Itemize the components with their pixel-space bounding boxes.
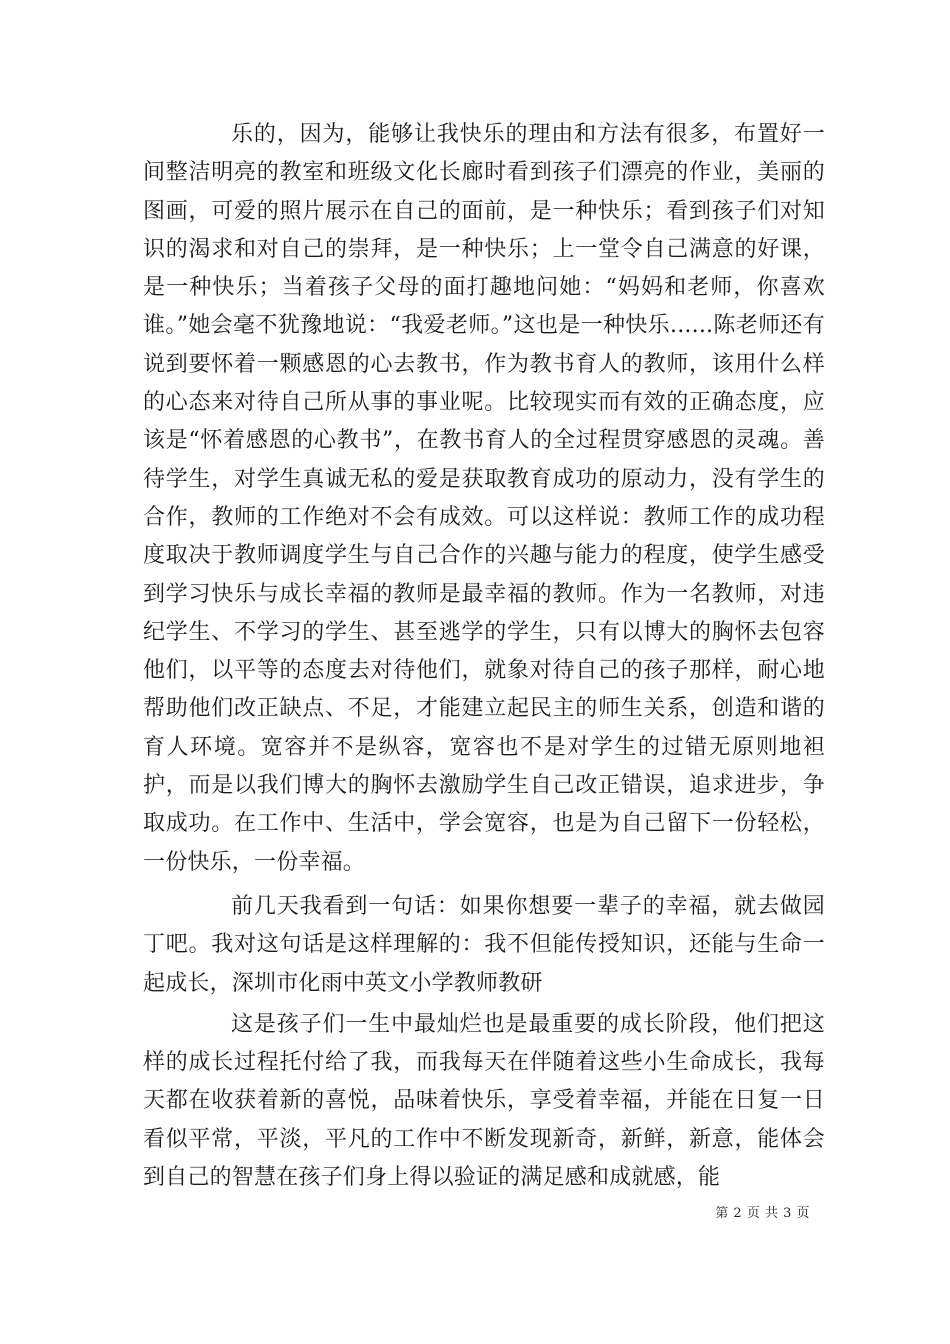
paragraph-joy-and-gratitude: 乐的，因为，能够让我快乐的理由和方法有很多，布置好一间整洁明亮的教室和班级文化长廊时看到孩子们漂亮的作业，美丽的图画，可爱的照片展示在自己的面前，是一种快乐；看到孩子们对知识的渴求和对自己的崇拜，是一种快乐；上一堂令自己满意的好课，是一种快乐；当着孩子父母的面打趣地问她：“妈妈和老师，你喜欢谁。”她会毫不犹豫地说：“我爱老师。”这也是一种快乐......陈老师还有说到要怀着一颗感恩的心去教书，作为教书育人的教师，该用什么样的心态来对待自己所从事的事业呢。比较现实而有效的正确态度，应该是“怀着感恩的心教书”，在教书育人的全过程贯穿感恩的灵魂。善待学生，对学生真诚无私的爱是获取教育成功的原动力，没有学生的合作，教师的工作绝对不会有成效。可以这样说：教师工作的成功程度取决于教师调度学生与自己合作的兴趣与能力的程度，使学生感受到学习快乐与成长幸福的教师是最幸福的教师。作为一名教师，对违纪学生、不学习的学生、甚至逃学的学生，只有以博大的胸怀去包容他们，以平等的态度去对待他们，就象对待自己的孩子那样，耐心地帮助他们改正缺点、不足，才能建立起民主的师生关系，创造和谐的育人环境。宽容并不是纵容，宽容也不是对学生的过错无原则地袒护，而是以我们博大的胸怀去激励学生自己改正错误，追求进步，争取成功。在工作中、生活中，学会宽容，也是为自己留下一份轻松，一份快乐，一份幸福。 <box>143 122 825 875</box>
paragraph-gardener-quote: 前几天我看到一句话：如果你想要一辈子的幸福，就去做园丁吧。我对这句话是这样理解的：我不但能传授知识，还能与生命一起成长，深圳市化雨中英文小学教师教研 <box>143 893 825 996</box>
document-body <box>143 116 825 1197</box>
page-number-footer: 第 2 页 共 3 页 <box>715 1206 810 1221</box>
paragraph-growth-stage: 这是孩子们一生中最灿烂也是最重要的成长阶段，他们把这样的成长过程托付给了我，而我每天在伴随着这些小生命成长，我每天都在收获着新的喜悦，品味着快乐，享受着幸福，并能在日复一日看似平常，平淡，平凡的工作中不断发现新奇，新鲜，新意，能体会到自己的智慧在孩子们身上得以验证的满足感和成就感，能 <box>143 1011 825 1191</box>
